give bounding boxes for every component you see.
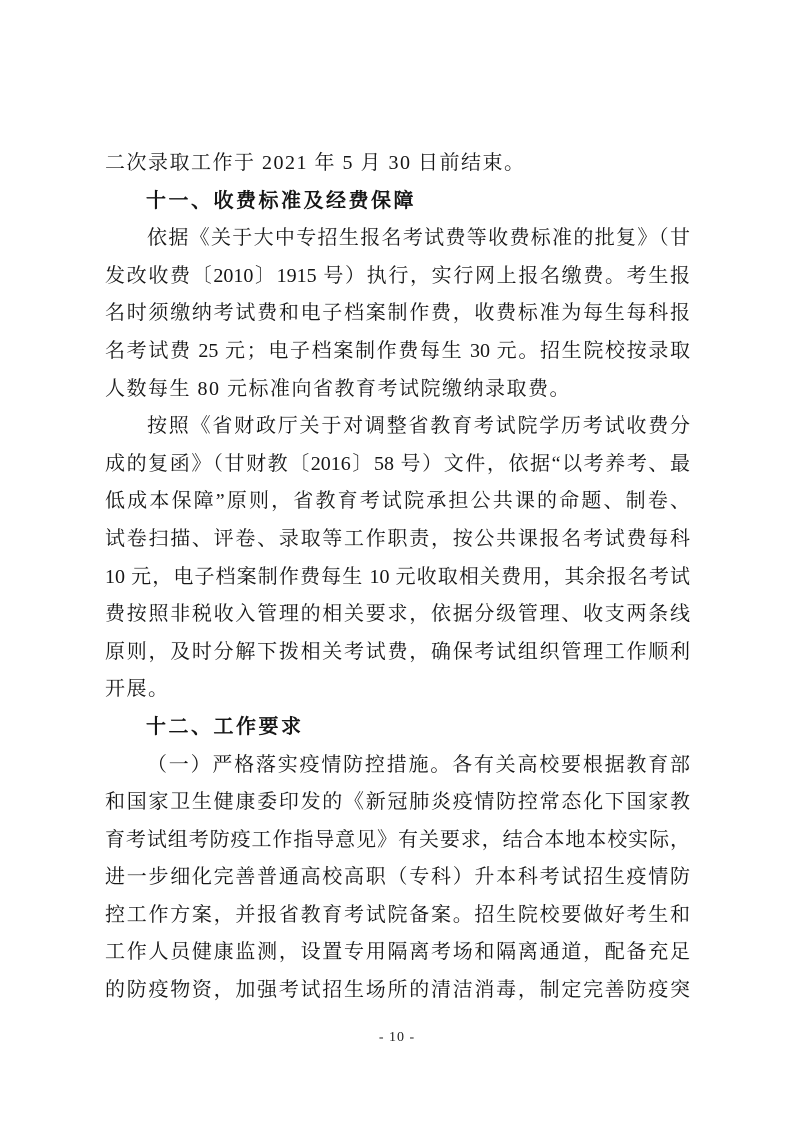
section-heading: 十二、工作要求	[146, 715, 304, 738]
doc-line: 低成本保障”原则，省教育考试院承担公共课的命题、制卷、	[105, 490, 690, 513]
doc-line: 开展。	[105, 678, 170, 701]
document-body	[105, 145, 690, 1010]
doc-line: 原则，及时分解下拨相关考试费，确保考试组织管理工作顺利	[105, 640, 690, 663]
doc-line: （一）严格落实疫情防控措施。各有关高校要根据教育部	[147, 753, 690, 776]
doc-line: 成的复函》（甘财教〔2016〕58 号）文件，依据“以考养考、最	[105, 452, 690, 475]
doc-line: 发改收费〔2010〕1915 号）执行，实行网上报名缴费。考生报	[105, 264, 690, 287]
doc-line: 10 元，电子档案制作费每生 10 元收取相关费用，其余报名考试	[105, 565, 690, 588]
doc-line: 和国家卫生健康委印发的《新冠肺炎疫情防控常态化下国家教	[105, 791, 690, 814]
doc-line: 名时须缴纳考试费和电子档案制作费，收费标准为每生每科报	[105, 302, 690, 325]
doc-line: 费按照非税收入管理的相关要求，依据分级管理、收支两条线	[105, 603, 690, 626]
doc-line: 的防疫物资，加强考试招生场所的清洁消毒，制定完善防疫突	[105, 979, 690, 1002]
doc-line: 二次录取工作于 2021 年 5 月 30 日前结束。	[105, 152, 526, 174]
doc-line: 试卷扫描、评卷、录取等工作职责，按公共课报名考试费每科	[105, 527, 690, 550]
section-heading: 十一、收费标准及经费保障	[146, 189, 416, 212]
doc-line: 人数每生 80 元标准向省教育考试院缴纳录取费。	[105, 377, 571, 400]
doc-line: 按照《省财政厅关于对调整省教育考试院学历考试收费分	[147, 415, 690, 438]
doc-line: 工作人员健康监测，设置专用隔离考场和隔离通道，配备充足	[105, 941, 690, 964]
page-number: - 10 -	[378, 1030, 416, 1045]
doc-line: 名考试费 25 元；电子档案制作费每生 30 元。招生院校按录取	[105, 339, 690, 362]
doc-line: 控工作方案，并报省教育考试院备案。招生院校要做好考生和	[105, 903, 690, 926]
doc-line: 育考试组考防疫工作指导意见》有关要求，结合本地本校实际，	[105, 828, 690, 851]
doc-line: 依据《关于大中专招生报名考试费等收费标准的批复》（甘	[147, 227, 690, 250]
doc-line: 进一步细化完善普通高校高职（专科）升本科考试招生疫情防	[105, 866, 690, 889]
